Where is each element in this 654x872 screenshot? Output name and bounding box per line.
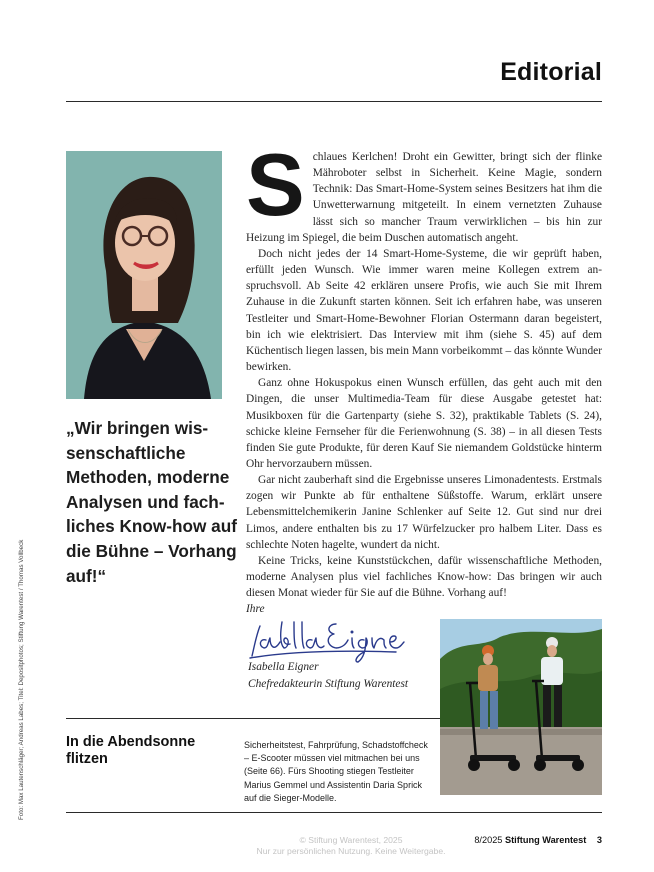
editor-portrait-photo xyxy=(66,151,222,399)
teaser-title: In die Abendsonne flitzen xyxy=(66,734,196,767)
paragraph-1 xyxy=(246,135,602,246)
teaser-divider xyxy=(66,718,440,719)
handwritten-signature xyxy=(246,612,406,668)
pull-quote: „Wir bringen wissenschaftliche Methoden, moderne Analysen und fachliches Know-how auf die Bühne – Vorhang auf!“ xyxy=(66,418,237,586)
copyright-notice xyxy=(246,835,456,857)
page-number: 3 xyxy=(596,835,602,845)
paragraph-2: Doch nicht jedes der 14 Smart-Home-Systeme, die wir geprüft haben, erfüllt jeden Wunsch. Wie immer waren meine Kollegen extrem anspruchsvoll. Ab Seite 42 erklären unsere Profis, wie auch Sie mit Ihrem Zuhause in die Zukunft starten können. Seit ich erfahren habe, was unseren Testleiter und Smart-Home-Bewohner Florian Ostermann daran begeistert, bin ich wie elektrisiert. Das Interview mit ihm (siehe S. 45) auf dem Küchentisch liegen lassen, bis mein Mann vorbeikommt – das könnte Wunder bewirken. xyxy=(246,247,602,374)
publication-name: Stiftung Warentest xyxy=(504,835,587,845)
closing-word: Ihre xyxy=(246,603,265,616)
top-divider xyxy=(66,101,602,102)
author-role: Chefredakteurin Stiftung Warentest xyxy=(248,678,409,690)
issue-number: 8/2025 xyxy=(474,835,503,845)
usage-notice: Nur zur persönlichen Nutzung. Keine Weitergabe. xyxy=(256,846,446,856)
editorial-body xyxy=(246,135,602,618)
page-heading: Editorial xyxy=(500,58,602,86)
e-scooter-photo xyxy=(440,619,602,795)
author-name: Isabella Eigner xyxy=(248,661,319,673)
paragraph-4: Gar nicht zauberhaft sind die Ergebnisse unseres Limonadentests. Erstmals zogen wir Punkte ab für enthaltene Süßstoffe. Warum, erklärt unsere Lebensmittelchemikerin Janine Schlenker auf Seite 12. Gut sind nur drei Limos, andere enthalten bis zu 17 Würfelzucker pro halbem Liter. Dass es schlechte Noten hagelte, wundert da nicht. xyxy=(246,474,602,551)
drop-cap: S xyxy=(246,135,305,234)
page-footer xyxy=(474,835,602,845)
teaser-caption: Sicherheitstest, Fahrprüfung, Schadstoffcheck – E-Scooter müssen viel mitmachen bei uns (Seite 66). Fürs Shooting stiegen Testleiter Marius Gemmel und Assistentin Daria Sprick auf die Sieger-Modelle. xyxy=(244,740,428,803)
photo-credit: Foto: Max Lautenschläger; Andreas Labes; Titel: Depositphotos; Stiftung Warentest / Thomas Vollbeck xyxy=(18,539,25,820)
paragraph-3: Ganz ohne Hokuspokus einen Wunsch erfüllen, das geht auch mit den Dingen, die unser Multimedia-Team für diese Ausgabe getestet hat: Musikboxen für die Gartenparty (siehe S. 32), praktikable Tablets (S. 24), schicke kleine Fernseher für die Ferienwohnung (S. 38) – in all diesen Tests finden Sie gute Produkte, für deren Kauf Sie niemandem Goldstücke hinterm Ohr hervorzaubern müssen. xyxy=(246,377,602,470)
bottom-divider xyxy=(66,812,602,813)
paragraph-5: Keine Tricks, keine Kunststückchen, dafür wissenschaftliche Methoden, moderne Analysen plus viel fachliches Know-how: Das bringen wir auch diesen Monat wieder für Sie auf die Bühne. Vorhang auf! xyxy=(246,554,602,600)
paragraph-1-text: chlaues Kerlchen! Droht ein Gewitter, bringt sich der flinke Mähroboter selbst in Sicherheit. Keine Magie, sondern Technik: Das Smart-Home-System seines Besitzers hat ihm die Unwetterwarnung mitgeteilt. In einem vernetzten Zuhause lässt sich so mancher Traum verwirklichen – bis hin zur Heizung im Spiegel, die beim Duschen automatisch angeht. xyxy=(246,151,602,244)
copyright-line: © Stiftung Warentest, 2025 xyxy=(299,835,403,845)
